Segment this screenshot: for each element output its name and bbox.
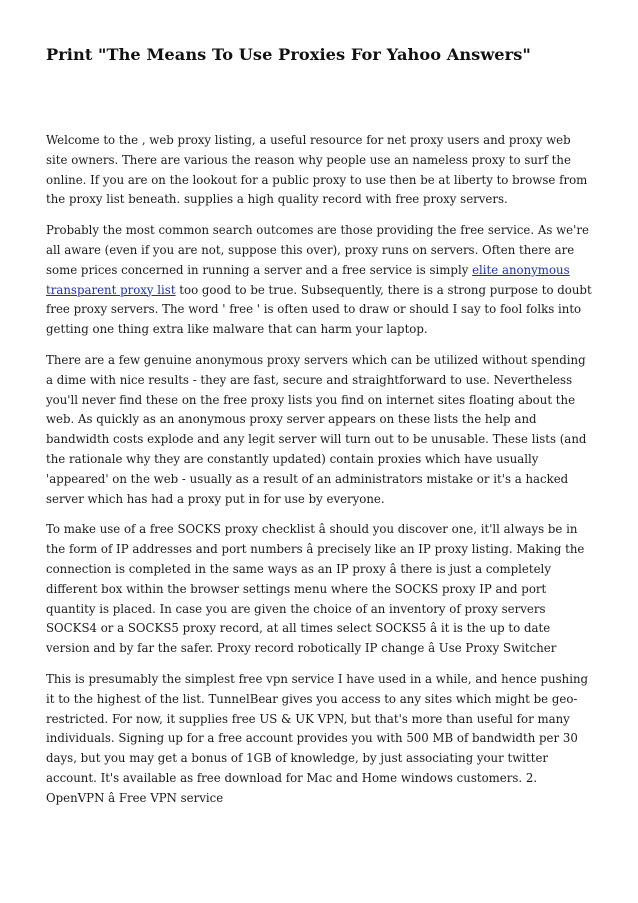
paragraph-3: [46, 351, 592, 509]
paragraph-1: [46, 131, 592, 210]
document-body: [46, 131, 592, 820]
paragraph-4: [46, 520, 592, 659]
paragraph-3-text: There are a few genuine anonymous proxy servers which can be utilized without spending a dime with nice results - they are fast, secure and straightforward to use. Nevertheless you'll never find these on the free proxy lists you find on internet sites floating about the web. As quickly as an anonymous proxy server appears on these lists the help and bandwidth costs explode and any legit server will turn out to be unusable. These lists (and the rationale why they are constantly updated) contain proxies which have usually 'appeared' on the web - usually as a result of an administrators mistake or it's a hacked server which has had a proxy put in for use by everyone.: [46, 352, 587, 506]
paragraph-2-text-end: too good to be true. Subsequently, there is a strong purpose to doubt free proxy servers. The word ' free ' is often used to draw or should I say to fool folks into getting one thing extra like malware that can harm your laptop.: [46, 282, 592, 337]
paragraph-4-text: To make use of a free SOCKS proxy checklist â should you discover one, it'll always be in the form of IP addresses and port numbers â precisely like an IP proxy listing. Making the connection is completed in the same ways as an IP proxy â there is just a completely different box within the browser settings menu where the SOCKS proxy IP and port quantity is placed. In case you are given the choice of an inventory of proxy servers SOCKS4 or a SOCKS5 proxy record, at all times select SOCKS5 â it is the up to date version and by far the safer. Proxy record robotically IP change â Use Proxy Switcher: [46, 522, 585, 656]
paragraph-5: [46, 670, 592, 809]
paragraph-2: [46, 221, 592, 340]
page-title: Print "The Means To Use Proxies For Yahoo Answers": [46, 45, 531, 64]
paragraph-5-text: This is presumably the simplest free vpn service I have used in a while, and hence pushing it to the highest of the list. TunnelBear gives you access to any sites which might be geo-restricted. For now, it supplies free US & UK VPN, but that's more than useful for many individuals. Signing up for a free account provides you with 500 MB of bandwidth per 30 days, but you may get a bonus of 1GB of knowledge, by just associating your twitter account. It's available as free download for Mac and Home windows customers. 2. OpenVPN â Free VPN service: [46, 671, 589, 805]
paragraph-1-text: Welcome to the , web proxy listing, a useful resource for net proxy users and proxy web site owners. There are various the reason why people use an nameless proxy to surf the online. If you are on the lookout for a public proxy to use then be at liberty to browse from the proxy list beneath. supplies a high quality record with free proxy servers.: [46, 133, 588, 207]
proxy-list-link[interactable]: elite anonymous transparent proxy list: [46, 262, 570, 297]
paragraph-2-text-start: Probably the most common search outcomes are those providing the free service. As we're all aware (even if you are not, suppose this over), proxy runs on servers. Often there are some prices concerned in running a server and a free service is simply: [46, 223, 589, 277]
